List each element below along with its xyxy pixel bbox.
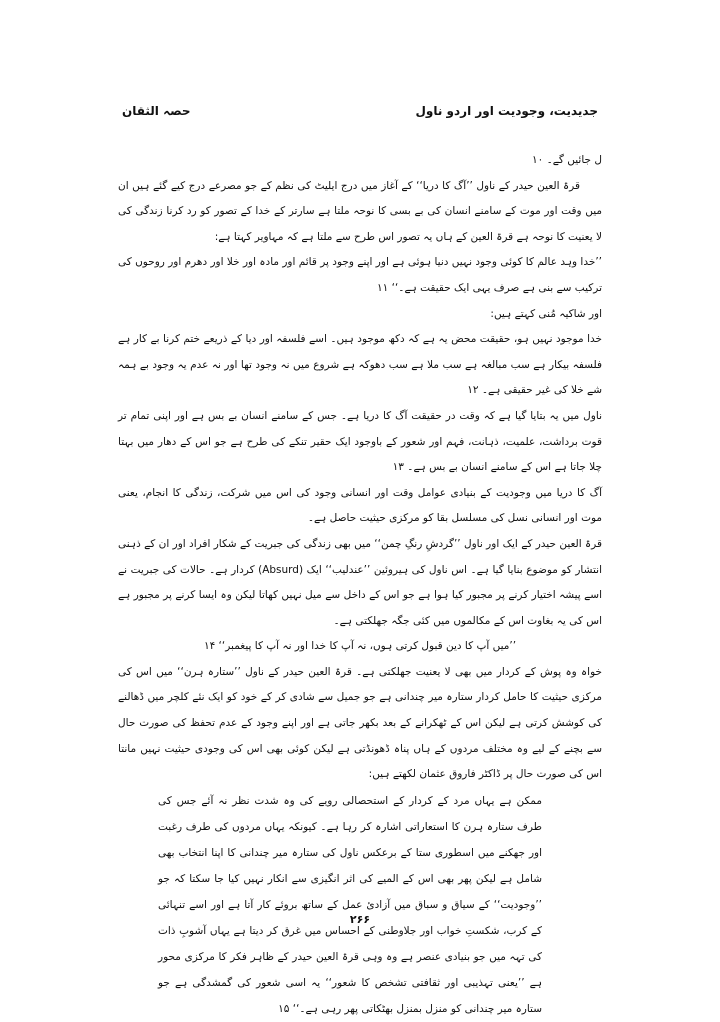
paragraph-5: خدا موجود نہیں ہو، حقیقت محض یہ ہے کہ دکھ موجود ہیں۔ اسے فلسفہ اور دیا کے ذریعے ختم کرنا بے کار ہے فلسفہ بیکار ہے سب مبالغہ ہے سب ملا ہے سب دھوکہ ہے شروع میں نہ وجود تھا اور نہ عدم یہ وجود بے ہمہ شے خلا کی غیر حقیقی ہے۔ ۱۲ <box>118 333 602 397</box>
paragraph-2: قرۃ العین حیدر کے ناول ’’آگ کا دریا‘‘ کے آغاز میں درج ایلیٹ کی نظم کے جو مصرعے درج کیے گئے ہیں ان میں وقت اور موت کے سامنے انسان کی بے بسی کا نوحہ ملتا ہے سارتر کے خدا کے تصور کو رد کرنا زندگی کی لا یعنیت کا نوحہ ہے قرۃ العین کے ہاں یہ تصور اس طرح سے ملتا ہے کہ مہاویر کہتا ہے: <box>118 179 602 243</box>
paragraph-3: ’’خدا وہد عالم کا کوئی وجود نہیں دنیا ہوئی ہے اور اپنے وجود پر قائم اور مادہ اور خلا اور دھرم اور روحوں کی ترکیب سے بنی ہے صرف یہی ایک حقیقت ہے۔‘‘ ۱۱ <box>118 256 602 294</box>
block-quote: ممکن ہے یہاں مرد کے کردار کے استحصالی رویے کی وہ شدت نظر نہ آئے جس کی طرف ستارہ ہرن کا استعاراتی اشارہ کر رہا ہے۔ کیونکہ یہاں مردوں کی طرف رغبت اور جھکنے میں اسطوری ستا کے برعکس ناول کی ستارہ میر چندانی کا اپنا انتخاب بھی شامل ہے لیکن پھر بھی اس کے المیے کی اثر انگیزی سے انکار نہیں کیا جا سکتا کہ جو ’’وجودیت‘‘ کے سیاق و سباق میں آزادیٔ عمل کے ساتھ بروئے کار آتا ہے اور اسے تنہائی کے کرب، شکستِ خواب اور جلاوطنی کے احساس میں غرق کر دیتا ہے یہاں آشوبِ ذات کی تہہ میں جو بنیادی عنصر ہے وہ وہی قرۃ العین حیدر کے ظاہر فکر کا مرکزی محور ہے ’’یعنی تہذیبی اور ثقافتی تشخص کا شعور‘‘ یہ اسی شعور کی گمشدگی ہے جو ستارہ میر چندانی کو منزل بمنزل بھٹکاتی پھر رہی ہے۔‘‘ ۱۵ <box>158 794 542 1015</box>
header-section-title: حصہ الثقان <box>122 104 191 118</box>
paragraph-6: ناول میں یہ بتایا گیا ہے کہ وقت در حقیقت آگ کا دریا ہے۔ جس کے سامنے انسان بے بس ہے اور اپنی تمام تر قوت برداشت، علمیت، ذہانت، فہم اور شعور کے باوجود ایک حقیر تنکے کی طرح ہے جو اس کے دھار میں بہتا چلا جاتا ہے اس کے سامنے انسان بے بس ہے۔ ۱۳ <box>118 409 602 474</box>
paragraph-9-quote: ’’میں آپ کا دین قبول کرتی ہوں، نہ آپ کا خدا اور نہ آپ کا پیغمبر‘‘ ۱۴ <box>203 640 517 653</box>
paragraph-10: خواہ وہ پوش کے کردار میں بھی لا یعنیت جھلکتی ہے۔ قرۃ العین حیدر کے ناول ’’ستارہ ہرن‘‘ میں اس کی مرکزی حیثیت کا حامل کردار ستارہ میر چندانی ہے جو جمیل سے شادی کر کے خود کو ایک نئے کلچر میں ڈھالنے کی کوشش کرتی ہے لیکن اس کے ٹھکرانے کے بعد بکھر جاتی ہے اور اپنے وجود کے عدم تحفظ کی صورت حال سے بچنے کے لیے وہ مختلف مردوں کے ہاں پناہ ڈھونڈتی ہے لیکن کوئی بھی اس کی وجودی حیثیت نہیں مانتا اس کی صورت حال پر ڈاکٹر فاروق عثمان لکھتے ہیں: <box>118 665 602 781</box>
header-book-title: جدیدیت، وجودیت اور اردو ناول <box>415 104 598 118</box>
paragraph-4: اور شاکیہ مُنی کہتے ہیں: <box>490 307 602 320</box>
paragraph-1: ل جائیں گے۔ ۱۰ <box>531 154 602 166</box>
page-number: ۲۶۶ <box>349 913 371 926</box>
body-text <box>118 148 602 1022</box>
paragraph-8: قرۃ العین حیدر کے ایک اور ناول ’’گردشِ رنگِ چمن‘‘ میں بھی زندگی کی جبریت کے شکار افراد اور ان کے ذہنی انتشار کو موضوع بنایا گیا ہے۔ اس ناول کی ہیروئین ’’عندلیب‘‘ ایک (Absurd) کردار ہے۔ حالات کی جبریت نے اسے پیشہ اختیار کرنے پر مجبور کیا ہوا ہے جو اس کے داخل سے میل نہیں کھاتا لیکن وہ ایسا کرنے پر مجبور ہے اس کی یہ بغاوت اس کے مکالموں میں کئی جگہ جھلکتی ہے۔ <box>118 537 603 627</box>
running-header <box>118 104 602 126</box>
paragraph-7: آگ کا دریا میں وجودیت کے بنیادی عوامل وقت اور انسانی وجود کی اس میں شرکت، زندگی کا انجام، یعنی موت اور انسانی نسل کی مسلسل بقا کو مرکزی حیثیت حاصل ہے۔ <box>118 486 602 525</box>
